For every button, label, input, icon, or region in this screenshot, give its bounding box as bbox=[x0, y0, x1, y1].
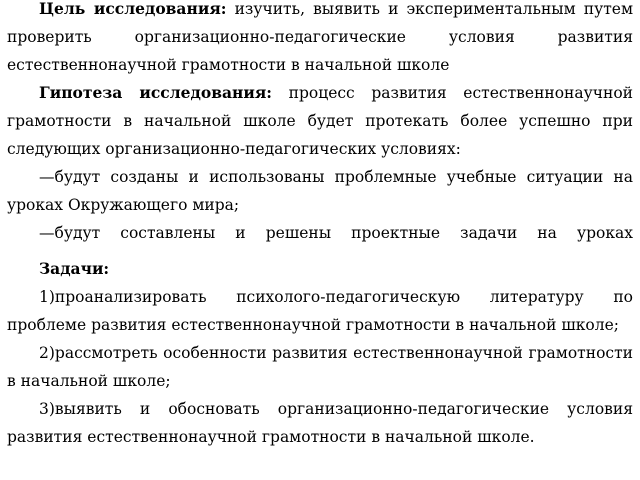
tasks-heading bbox=[7, 247, 633, 283]
research-hypothesis-text: процесс развития естественнонаучной грамотности в начальной школе будет протекать более успешно при следующих организационно-педагогических условиях: bbox=[7, 84, 633, 158]
tasks-label: Задачи: bbox=[39, 259, 110, 278]
condition-item: —будут созданы и использованы проблемные учебные ситуации на уроках Окружающего мира; bbox=[7, 168, 633, 214]
research-goal-paragraph bbox=[7, 0, 633, 79]
research-goal-label: Цель исследования: bbox=[39, 0, 227, 18]
task-item: 1)проанализировать психолого-педагогическую литературу по проблеме развития естественнонаучной грамотности в начальной школе; bbox=[7, 288, 633, 334]
task-item: 3)выявить и обосновать организационно-педагогические условия развития естественнонаучной грамотности в начальной школе. bbox=[7, 400, 633, 446]
research-hypothesis-label: Гипотеза исследования: bbox=[39, 83, 273, 102]
document-page bbox=[7, 0, 633, 451]
task-item: 2)рассмотреть особенности развития естественнонаучной грамотности в начальной школе; bbox=[7, 344, 633, 390]
research-hypothesis-paragraph bbox=[7, 79, 633, 163]
research-goal-text: изучить, выявить и экспериментальным путем проверить организационно-педагогические условия развития естественнонаучной грамотности в начальной школе bbox=[7, 0, 634, 74]
condition-item: —будут составлены и решены проектные задачи на уроках bbox=[39, 224, 633, 242]
